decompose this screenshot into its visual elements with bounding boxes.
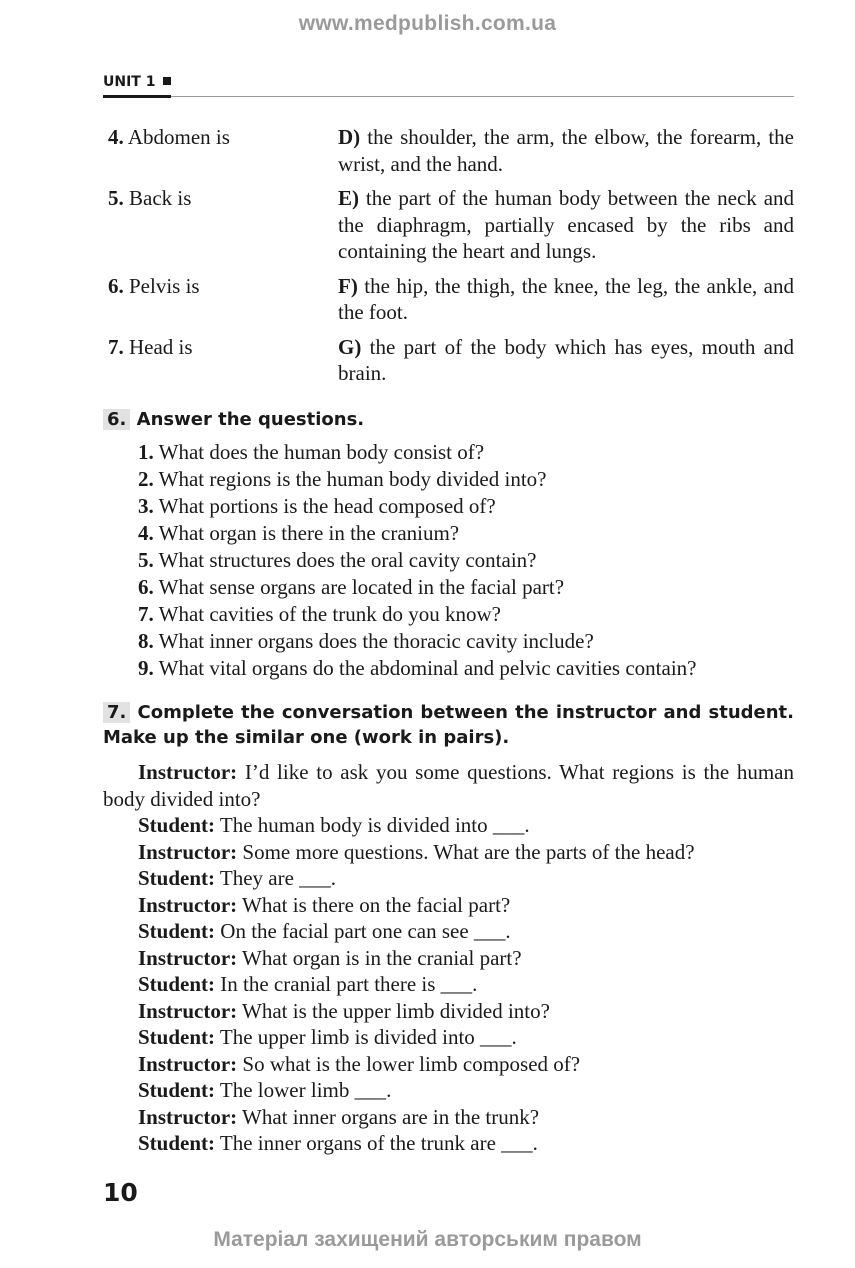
dialog-text: The inner organs of the trunk are ___. — [219, 1131, 538, 1155]
copyright-watermark: Матеріал захищений авторським правом — [213, 1228, 642, 1251]
question-text: What portions is the head composed of? — [158, 494, 496, 518]
question-text: What regions is the human body divided into? — [158, 467, 547, 491]
list-item — [138, 574, 794, 601]
dialog-text: I’d like to ask you some questions. What regions is the human body divided into? — [103, 760, 795, 811]
question-text: What cavities of the trunk do you know? — [158, 602, 501, 626]
speaker-label: Instructor: — [138, 892, 238, 917]
dialog-text: What is there on the facial part? — [242, 892, 511, 917]
dialog-text: The lower limb ___. — [219, 1078, 392, 1102]
speaker-label: Instructor: — [138, 760, 238, 784]
conversation — [103, 759, 794, 1157]
dialog-line — [103, 1051, 794, 1078]
question-number: 8. — [138, 629, 154, 653]
question-number: 7. — [138, 602, 154, 626]
question-number: 4. — [138, 521, 154, 545]
dialog-line — [103, 1024, 794, 1051]
term-text: Abdomen is — [127, 125, 230, 149]
dialog-text: The upper limb is divided into ___. — [219, 1025, 517, 1049]
dialog-line — [103, 918, 794, 945]
question-number: 9. — [138, 656, 154, 680]
question-number: 6. — [138, 575, 154, 599]
question-text: What structures does the oral cavity contain? — [158, 548, 537, 572]
dialog-line — [103, 971, 794, 998]
exercise-7-heading — [103, 700, 794, 750]
dialog-text: They are ___. — [219, 866, 336, 890]
term-text: Back is — [129, 186, 192, 210]
dialog-text: What is the upper limb divided into? — [242, 998, 550, 1023]
question-text: What inner organs does the thoracic cavity include? — [158, 629, 594, 653]
exercise-number: 6. — [103, 409, 130, 430]
list-item — [138, 655, 794, 682]
page-number: 10 — [103, 1178, 138, 1207]
definition-letter: E) — [338, 186, 359, 210]
definition-letter: D) — [338, 125, 361, 149]
list-item — [138, 493, 794, 520]
definition-text: the shoulder, the arm, the elbow, the forearm, the wrist, and the hand. — [338, 125, 795, 176]
question-number: 3. — [138, 494, 154, 518]
definition-text: the part of the human body between the neck and the diaphragm, partially encased by the ribs and containing the heart and lungs. — [338, 186, 795, 263]
question-text: What vital organs do the abdominal and pelvic cavities contain? — [158, 656, 697, 680]
list-item — [138, 466, 794, 493]
dialog-line — [103, 892, 794, 919]
question-text: What does the human body consist of? — [158, 440, 485, 464]
speaker-label: Student: — [138, 1131, 216, 1155]
exercise-number: 7. — [103, 702, 130, 723]
matching-row — [108, 185, 794, 265]
term-number: 5. — [108, 186, 124, 210]
question-number: 1. — [138, 440, 154, 464]
dialog-text: What inner organs are in the trunk? — [242, 1104, 540, 1129]
dialog-text: In the cranial part there is ___. — [220, 972, 478, 996]
question-text: What organ is there in the cranium? — [158, 521, 460, 545]
speaker-label: Student: — [138, 1078, 216, 1102]
dialog-text: On the facial part one can see ___. — [220, 919, 511, 943]
exercise-title: Answer the questions. — [136, 409, 365, 430]
list-item — [138, 439, 794, 466]
definition-text: the hip, the thigh, the knee, the leg, the ankle, and the foot. — [338, 273, 795, 324]
dialog-line — [103, 865, 794, 892]
speaker-label: Student: — [138, 919, 216, 943]
speaker-label: Instructor: — [138, 1051, 238, 1076]
dialog-line — [103, 1077, 794, 1104]
list-item — [138, 520, 794, 547]
speaker-label: Student: — [138, 866, 216, 890]
term-number: 4. — [108, 125, 124, 149]
speaker-label: Instructor: — [138, 839, 238, 864]
definition-text: the part of the body which has eyes, mouth and brain. — [338, 334, 795, 385]
list-item — [138, 601, 794, 628]
dialog-line — [103, 839, 794, 866]
question-number: 5. — [138, 548, 154, 572]
speaker-label: Student: — [138, 1025, 216, 1049]
header-divider — [103, 96, 794, 97]
exercise-6-heading — [103, 407, 794, 432]
dialog-text: Some more questions. What are the parts of the head? — [242, 839, 695, 864]
speaker-label: Student: — [138, 813, 216, 837]
header-divider-accent — [103, 95, 171, 98]
definition-letter: G) — [338, 334, 362, 359]
dialog-line — [103, 759, 794, 812]
definition-letter: F) — [338, 273, 358, 298]
speaker-label: Instructor: — [138, 1104, 238, 1129]
unit-label-text: UNIT 1 — [103, 74, 156, 90]
dialog-text: The human body is divided into ___. — [219, 813, 530, 837]
speaker-label: Instructor: — [138, 998, 238, 1023]
term-number: 7. — [108, 334, 124, 359]
matching-row — [108, 124, 794, 177]
matching-row — [108, 273, 794, 326]
site-watermark: www.medpublish.com.ua — [298, 12, 557, 35]
exercise-title: Complete the conversation between the instructor and student. Make up the similar one (work in pairs). — [103, 702, 794, 748]
term-text: Head is — [129, 334, 193, 359]
term-number: 6. — [108, 273, 124, 298]
speaker-label: Student: — [138, 972, 216, 996]
dialog-line — [103, 812, 794, 839]
question-number: 2. — [138, 467, 154, 491]
dialog-line — [103, 1130, 794, 1157]
unit-label — [103, 74, 171, 90]
dialog-text: What organ is in the cranial part? — [242, 945, 522, 970]
matching-table — [108, 124, 794, 395]
term-text: Pelvis is — [129, 273, 200, 298]
matching-row — [108, 334, 794, 387]
question-list — [138, 439, 794, 682]
dialog-line — [103, 1104, 794, 1131]
speaker-label: Instructor: — [138, 945, 238, 970]
dialog-line — [103, 945, 794, 972]
dialog-line — [103, 998, 794, 1025]
list-item — [138, 547, 794, 574]
question-text: What sense organs are located in the facial part? — [158, 575, 565, 599]
list-item — [138, 628, 794, 655]
square-bullet-icon — [163, 77, 171, 85]
dialog-text: So what is the lower limb composed of? — [242, 1051, 581, 1076]
